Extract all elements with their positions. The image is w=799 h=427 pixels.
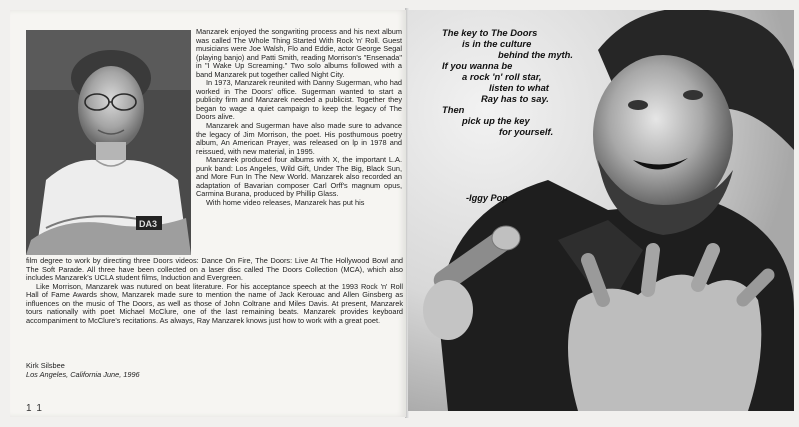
article-paragraph: Manzarek enjoyed the songwriting process and his next album was called The Whole Thing Started With Rock 'n' Roll. Guest musicians were Joe Walsh, Flo and Eddie, actor George Segal (playing banjo) and Patti Smith, reading Morrison's "Ensenada" in "I Wake Up Screaming." Two solo albums followed with a band Manzarek put together called Night City.: [196, 27, 402, 79]
article-paragraph: film degree to work by directing three Doors videos: Dance On Fire, The Doors: Live At The Hollywood Bowl and The Soft Parade. All three have been collected on a laser disc called The Doors Collection (MCA), which also includes Manzarek's UCLA student films, Induction and Evergreen.: [26, 256, 403, 283]
article-paragraph: In 1973, Manzarek reunited with Danny Sugerman, who had worked in The Doors' office. Sugerman wanted to start a publicity firm and Manzarek needed a publicist. Together they began to wage a quiet campaign to keep the legacy of The Doors alive.: [196, 78, 402, 122]
article-paragraph: With home video releases, Manzarek has put his: [206, 197, 365, 207]
quote-block: [442, 27, 642, 137]
article-column-top: [196, 28, 402, 207]
shirt-print-text: DA3: [139, 219, 158, 229]
quote-line: Then: [442, 104, 465, 115]
quote-line: The key to The Doors: [442, 27, 538, 38]
manzarek-portrait-photo: [26, 30, 191, 255]
author-place-date: Los Angeles, California June, 1996: [26, 369, 140, 379]
left-page: [10, 10, 406, 417]
quote-line: a rock 'n' roll star,: [462, 71, 542, 82]
quote-line: If you wanna be: [442, 60, 513, 71]
quote-attribution: -Iggy Pop: [466, 193, 508, 203]
article-paragraph: Manzarek produced four albums with X, the important L.A. punk band: Los Angeles, Wild Gift, Under The Big, Black Sun, and More Fun In The New World. Manzarek also recorded an adaptation of Bavarian composer Carl Orff's magnum opus, Carmina Burana, produced by Phillip Glass.: [196, 155, 402, 199]
quote-line: listen to what: [489, 82, 549, 93]
page-number: 1 1: [26, 403, 43, 414]
quote-line: for yourself.: [499, 126, 554, 137]
quote-line: Ray has to say.: [481, 93, 549, 104]
article-paragraph: Like Morrison, Manzarek was nutured on beat literature. For his acceptance speech at the 1993 Rock 'n' Roll Hall of Fame Awards show, Manzarek made sure to mention the name of Jack Kerouac and Allen Ginsberg as influences on the music of The Doors, as well as those of John Coltrane and Miles Davis. At present, Manzarek tours nationally with poet Michael McClure, one of the last remaining beats. Manzarek provides keyboard accompaniment to McClure's recitations. As always, Ray Manzarek knows just how to work with a great poet.: [26, 281, 403, 325]
article-paragraph: Manzarek and Sugerman have also made sure to advance the legacy of Jim Morrison, the poet. His posthumous poetry album, An American Prayer, was released on lp in 1978 and reissued, with new material, in 1995.: [196, 121, 402, 156]
author-name: Kirk Silsbee: [26, 361, 65, 370]
quote-line: is in the culture: [462, 38, 532, 49]
article-column-full: [26, 257, 403, 325]
quote-line: pick up the key: [462, 115, 530, 126]
author-signature: [26, 362, 140, 379]
right-page-photo: [408, 10, 794, 411]
quote-line: behind the myth.: [498, 49, 573, 60]
